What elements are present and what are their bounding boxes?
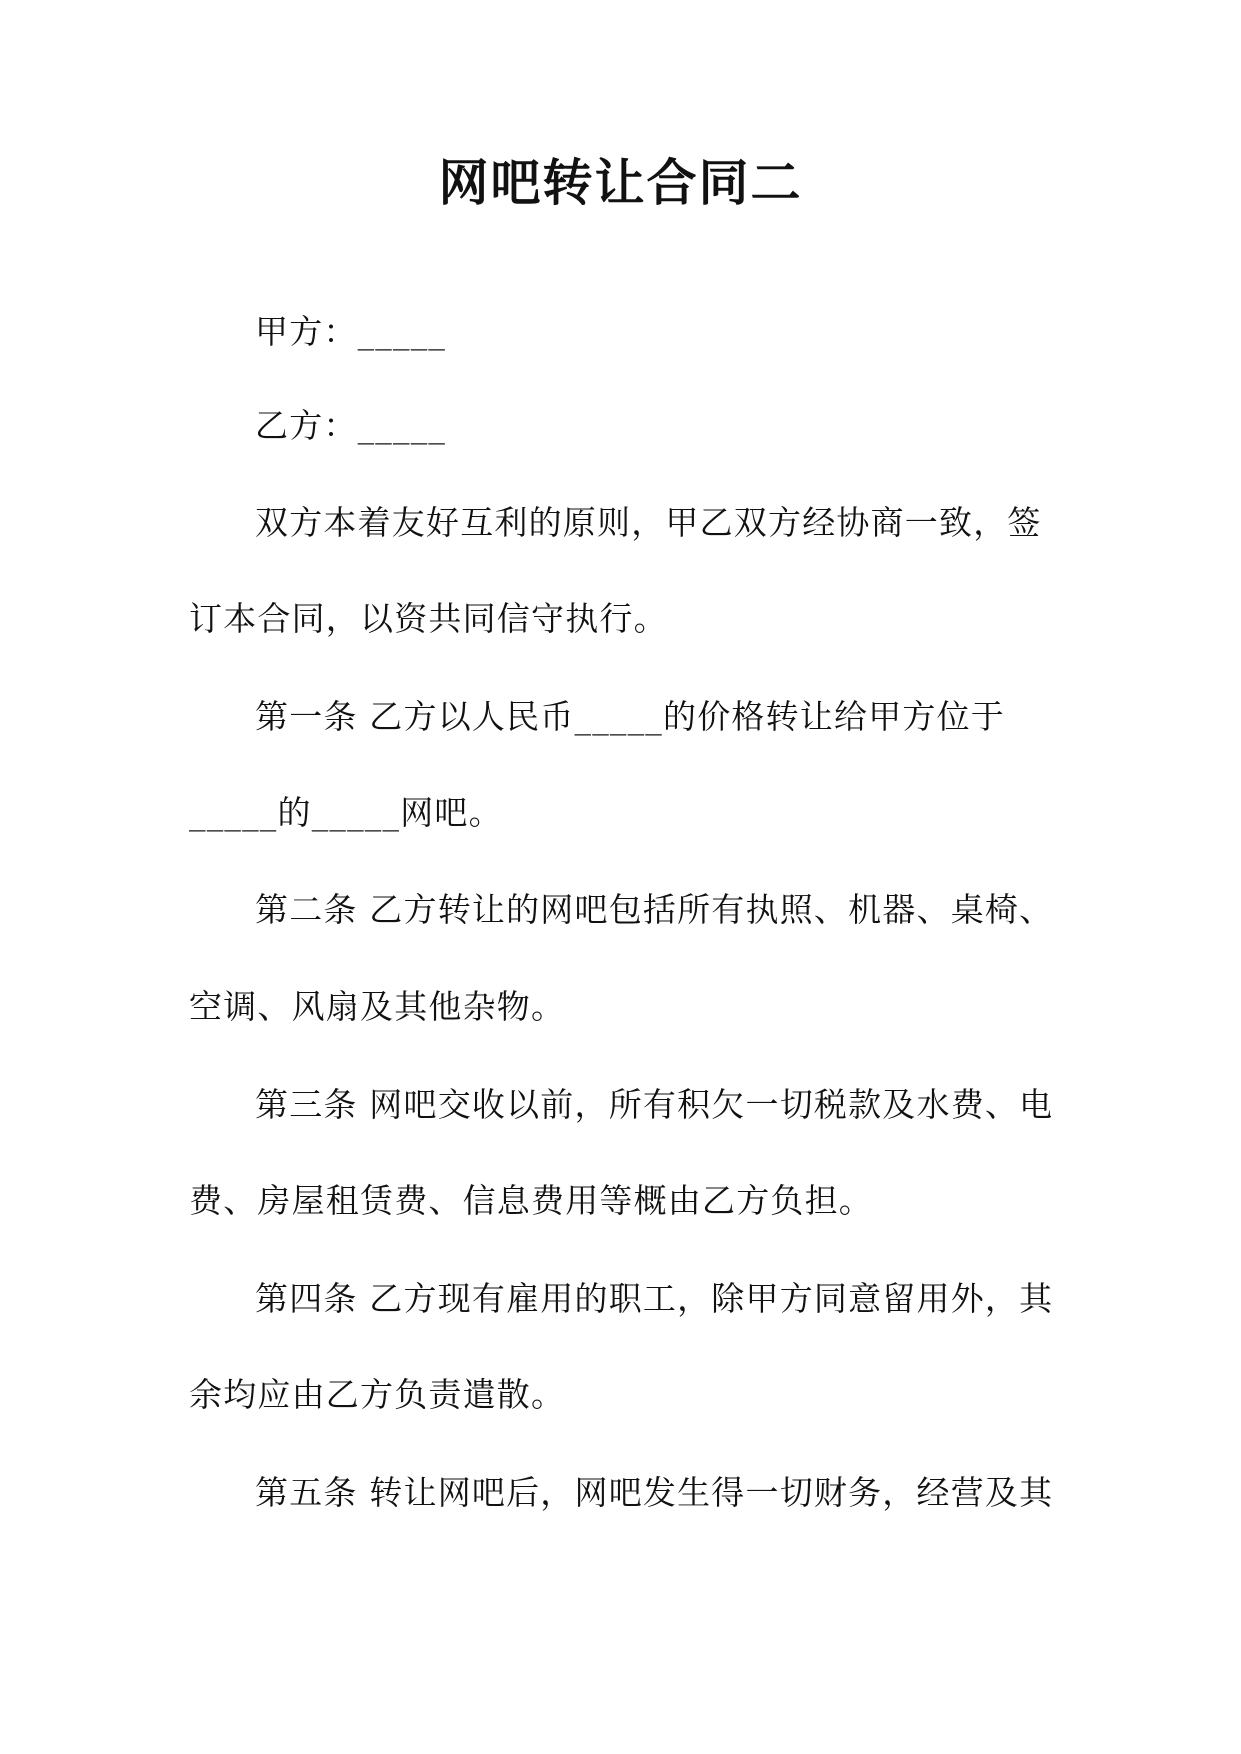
- party-b-line: 乙方：_____: [255, 406, 447, 445]
- article-4-line-2: 余均应由乙方负责遣散。: [189, 1375, 566, 1414]
- article-2-line-1: 第二条 乙方转让的网吧包括所有执照、机器、桌椅、: [255, 890, 1054, 929]
- article-3-line-1: 第三条 网吧交收以前，所有积欠一切税款及水费、电: [255, 1085, 1054, 1124]
- article-1-line-2: _____的_____网吧。: [189, 793, 503, 832]
- party-a-line: 甲方：_____: [255, 312, 447, 351]
- article-1-line-1: 第一条 乙方以人民币_____的价格转让给甲方位于: [255, 697, 1005, 736]
- article-4-line-1: 第四条 乙方现有雇用的职工，除甲方同意留用外，其: [255, 1279, 1054, 1318]
- preamble-line-2: 订本合同，以资共同信守执行。: [189, 599, 668, 638]
- article-2-line-2: 空调、风扇及其他杂物。: [189, 987, 566, 1026]
- document-title: 网吧转让合同二: [438, 153, 803, 212]
- preamble-line-1: 双方本着友好互利的原则，甲乙双方经协商一致，签: [255, 503, 1042, 542]
- article-3-line-2: 费、房屋租赁费、信息费用等概由乙方负担。: [189, 1181, 873, 1220]
- article-5-line-1: 第五条 转让网吧后，网吧发生得一切财务，经营及其: [255, 1473, 1054, 1512]
